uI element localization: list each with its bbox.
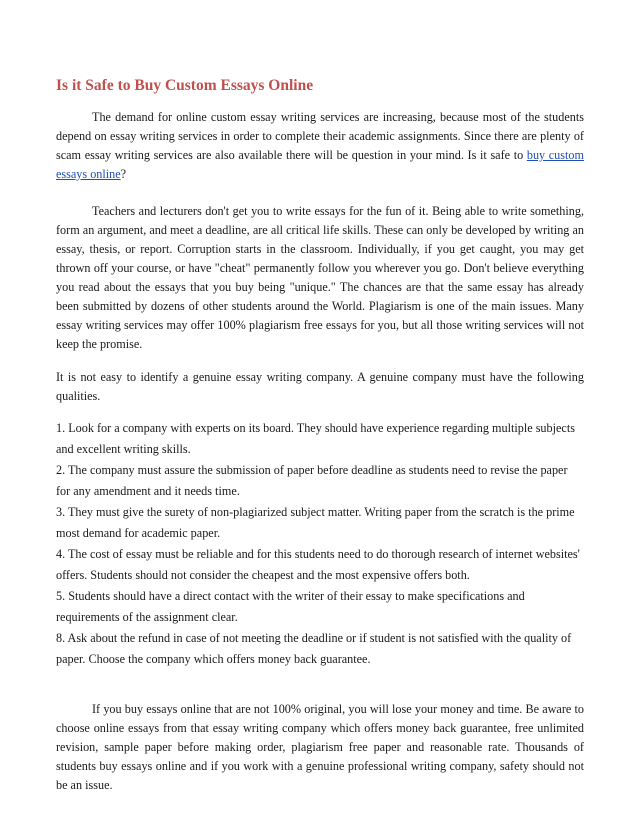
intro-text-after-link: ? — [120, 167, 127, 181]
intro-text-before-link: The demand for online custom essay writing services are increasing, because most of the students depend on essay writing services in order to complete their academic assignments. Since there are plenty of scam essay writing services are also available there will be question in your mind. Is it safe to — [56, 110, 584, 162]
list-item: 1. Look for a company with experts on its board. They should have experience regarding multiple subjects and excellent writing skills. — [56, 421, 575, 456]
intro-paragraph — [56, 108, 584, 184]
qualities-list — [56, 418, 584, 670]
buy-custom-essays-link[interactable]: buy custom essays online — [56, 148, 584, 181]
list-item: 3. They must give the surety of non-plagiarized subject matter. Writing paper from the scratch is the prime most demand for academic paper. — [56, 505, 575, 540]
list-item: 8. Ask about the refund in case of not meeting the deadline or if student is not satisfied with the quality of paper. Choose the company which offers money back guarantee. — [56, 631, 572, 666]
list-item: 5. Students should have a direct contact with the writer of their essay to make specifications and requirements of the assignment clear. — [56, 589, 525, 624]
body-paragraph-qualities-intro: It is not easy to identify a genuine essay writing company. A genuine company must have the following qualities. — [56, 370, 584, 403]
section-spacer — [56, 670, 584, 700]
list-item: 4. The cost of essay must be reliable and for this students need to do thorough research of internet websites' offers. Students should not consider the cheapest and the most expensive offers both. — [56, 547, 580, 582]
closing-paragraph: If you buy essays online that are not 100% original, you will lose your money and time. Be aware to choose online essays from that essay writing company which offers money back guarantee, free unlimited revision, sample paper before making order, plagiarism free paper and reasonable rate. Thousands of students buy essays online and if you work with a genuine professional writing company, safety should not be an issue. — [56, 702, 584, 792]
list-item: 2. The company must assure the submission of paper before deadline as students need to revise the paper for any amendment and it needs time. — [56, 463, 568, 498]
body-paragraph-teachers: Teachers and lecturers don't get you to write essays for the fun of it. Being able to write something, form an argument, and meet a deadline, are all critical life skills. These can only be developed by writing an essay, thesis, or report. Corruption starts in the classroom. Individually, if you get caught, you may get thrown off your course, or have "cheat" permanently follow you wherever you go. Don't believe everything you read about the essays that you buy being "unique." The chances are that the same essay has already been submitted by dozens of other students around the World. Plagiarism is one of the main issues. Many essay writing services may offer 100% plagiarism free essays for you, but all those writing services will not keep the promise. — [56, 204, 584, 351]
document-page — [56, 76, 584, 795]
document-title: Is it Safe to Buy Custom Essays Online — [56, 77, 314, 94]
